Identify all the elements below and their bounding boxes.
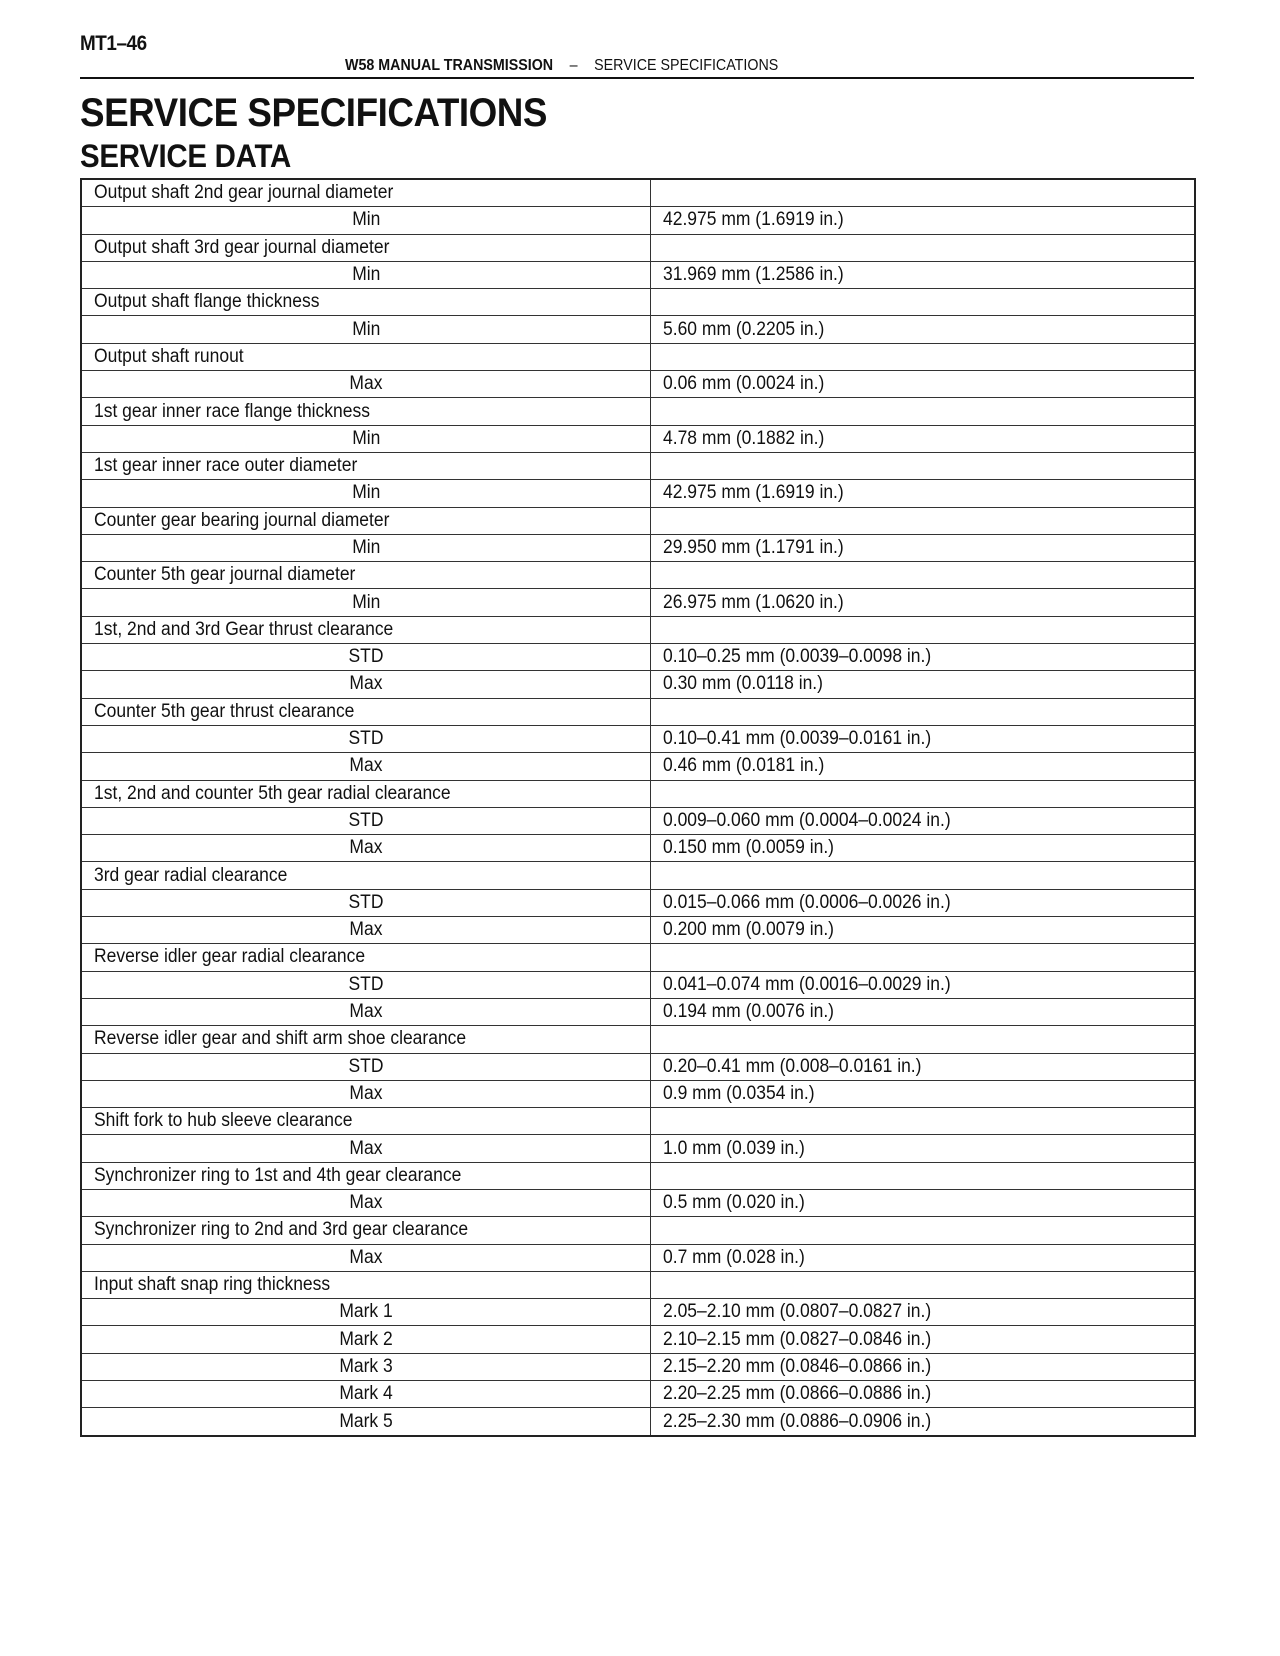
spec-item-row: [81, 507, 1195, 534]
spec-value-cell: [651, 1080, 1196, 1107]
spec-value-cell: [651, 1299, 1196, 1326]
spec-condition-label: STD: [348, 1055, 384, 1077]
spec-value-cell: [651, 261, 1196, 288]
spec-value-row: [81, 589, 1195, 616]
spec-value-row: [81, 725, 1195, 752]
spec-value: 1.0 mm (0.039 in.): [663, 1137, 805, 1159]
spec-value-cell: [651, 1053, 1196, 1080]
spec-value-cell: [651, 644, 1196, 671]
spec-value-row: [81, 1408, 1195, 1436]
spec-value-cell: [651, 889, 1196, 916]
spec-value: 2.10–2.15 mm (0.0827–0.0846 in.): [663, 1328, 932, 1350]
spec-value: 0.20–0.41 mm (0.008–0.0161 in.): [663, 1055, 922, 1077]
service-data-table: [80, 178, 1196, 1437]
spec-condition-label: Mark 4: [339, 1383, 393, 1405]
spec-value-row: [81, 425, 1195, 452]
spec-condition-cell: [81, 425, 651, 452]
spec-value-cell: [651, 179, 1196, 207]
spec-value-cell: [651, 507, 1196, 534]
spec-item-label-cell: [81, 289, 651, 316]
spec-condition-cell: [81, 1053, 651, 1080]
spec-item-row: [81, 343, 1195, 370]
spec-item-label: Output shaft 2nd gear journal diameter: [94, 182, 394, 204]
spec-item-label-cell: [81, 398, 651, 425]
spec-item-row: [81, 1108, 1195, 1135]
spec-item-label: Output shaft 3rd gear journal diameter: [94, 236, 390, 258]
spec-value: 0.150 mm (0.0059 in.): [663, 837, 835, 859]
spec-value-row: [81, 971, 1195, 998]
spec-value: 42.975 mm (1.6919 in.): [663, 209, 844, 231]
spec-item-label-cell: [81, 1271, 651, 1298]
spec-value: 0.009–0.060 mm (0.0004–0.0024 in.): [663, 809, 951, 831]
spec-condition-cell: [81, 1135, 651, 1162]
running-head: [345, 57, 778, 75]
spec-value-row: [81, 1381, 1195, 1408]
spec-condition-label: Mark 3: [339, 1355, 393, 1377]
spec-item-label: Input shaft snap ring thickness: [94, 1274, 331, 1296]
spec-value-row: [81, 1053, 1195, 1080]
spec-value-cell: [651, 562, 1196, 589]
spec-value-cell: [651, 698, 1196, 725]
spec-condition-label: Mark 2: [339, 1328, 393, 1350]
spec-item-label-cell: [81, 616, 651, 643]
spec-item-row: [81, 1217, 1195, 1244]
spec-value-cell: [651, 398, 1196, 425]
spec-value-cell: [651, 1408, 1196, 1436]
spec-value-cell: [651, 917, 1196, 944]
spec-value-cell: [651, 725, 1196, 752]
spec-condition-label: Max: [349, 919, 383, 941]
spec-item-row: [81, 698, 1195, 725]
spec-condition-cell: [81, 971, 651, 998]
spec-item-row: [81, 1026, 1195, 1053]
spec-item-label-cell: [81, 862, 651, 889]
spec-value: 0.06 mm (0.0024 in.): [663, 373, 825, 395]
section-title: SERVICE DATA: [80, 138, 291, 174]
spec-condition-label: Max: [349, 755, 383, 777]
spec-condition-cell: [81, 589, 651, 616]
spec-item-label: Reverse idler gear radial clearance: [94, 946, 366, 968]
spec-value-row: [81, 1299, 1195, 1326]
spec-value-cell: [651, 1244, 1196, 1271]
spec-condition-label: Mark 5: [339, 1410, 393, 1432]
spec-condition-cell: [81, 1381, 651, 1408]
spec-value-row: [81, 671, 1195, 698]
spec-value: 0.194 mm (0.0076 in.): [663, 1001, 835, 1023]
spec-value: 0.7 mm (0.028 in.): [663, 1246, 805, 1268]
spec-item-row: [81, 234, 1195, 261]
spec-value: 2.15–2.20 mm (0.0846–0.0866 in.): [663, 1355, 932, 1377]
service-data-table-body: [81, 179, 1195, 1436]
spec-value: 31.969 mm (1.2586 in.): [663, 264, 844, 286]
spec-value: 0.9 mm (0.0354 in.): [663, 1082, 815, 1104]
spec-item-label-cell: [81, 234, 651, 261]
spec-value-cell: [651, 780, 1196, 807]
spec-item-row: [81, 398, 1195, 425]
spec-condition-cell: [81, 671, 651, 698]
spec-item-label-cell: [81, 1162, 651, 1189]
spec-value: 2.05–2.10 mm (0.0807–0.0827 in.): [663, 1301, 932, 1323]
spec-item-label: Shift fork to hub sleeve clearance: [94, 1110, 353, 1132]
spec-item-label-cell: [81, 562, 651, 589]
page-title: SERVICE SPECIFICATIONS: [80, 91, 548, 135]
spec-item-label-cell: [81, 698, 651, 725]
spec-condition-cell: [81, 644, 651, 671]
spec-condition-label: Min: [351, 537, 381, 558]
spec-condition-label: Min: [351, 591, 381, 613]
spec-value-row: [81, 1326, 1195, 1353]
spec-condition-label: Max: [349, 837, 383, 859]
spec-condition-label: Min: [351, 482, 381, 504]
running-head-manual: W58 MANUAL TRANSMISSION: [345, 57, 554, 74]
spec-condition-label: Max: [349, 1192, 383, 1214]
spec-value-cell: [651, 998, 1196, 1025]
spec-item-row: [81, 616, 1195, 643]
spec-item-label: Synchronizer ring to 1st and 4th gear clearance: [94, 1164, 462, 1186]
spec-value-row: [81, 998, 1195, 1025]
spec-value-cell: [651, 1026, 1196, 1053]
spec-value: 0.10–0.41 mm (0.0039–0.0161 in.): [663, 728, 932, 750]
spec-value-cell: [651, 971, 1196, 998]
spec-value-row: [81, 534, 1195, 561]
spec-value-row: [81, 644, 1195, 671]
spec-value: 42.975 mm (1.6919 in.): [663, 482, 844, 504]
spec-condition-label: STD: [348, 728, 384, 750]
spec-item-label: Counter 5th gear journal diameter: [94, 564, 356, 586]
spec-item-label: Reverse idler gear and shift arm shoe clearance: [94, 1028, 467, 1050]
spec-value-cell: [651, 944, 1196, 971]
spec-value-cell: [651, 289, 1196, 316]
spec-value: 0.46 mm (0.0181 in.): [663, 755, 825, 777]
spec-value-row: [81, 1135, 1195, 1162]
spec-item-label: Counter 5th gear thrust clearance: [94, 700, 355, 722]
spec-condition-label: Max: [349, 373, 383, 395]
spec-item-label: 1st, 2nd and 3rd Gear thrust clearance: [94, 618, 394, 640]
spec-item-label-cell: [81, 179, 651, 207]
spec-value-cell: [651, 534, 1196, 561]
spec-item-row: [81, 562, 1195, 589]
spec-value: 29.950 mm (1.1791 in.): [663, 537, 844, 558]
spec-value-cell: [651, 616, 1196, 643]
spec-condition-label: STD: [348, 891, 384, 913]
spec-value-row: [81, 1189, 1195, 1216]
spec-item-row: [81, 944, 1195, 971]
spec-value-cell: [651, 234, 1196, 261]
spec-item-row: [81, 1271, 1195, 1298]
spec-value-row: [81, 1080, 1195, 1107]
spec-value-row: [81, 480, 1195, 507]
spec-value-cell: [651, 807, 1196, 834]
spec-value-cell: [651, 1135, 1196, 1162]
spec-condition-label: Mark 1: [339, 1301, 393, 1323]
spec-item-row: [81, 1162, 1195, 1189]
spec-condition-cell: [81, 261, 651, 288]
spec-item-label-cell: [81, 944, 651, 971]
spec-value-cell: [651, 1271, 1196, 1298]
spec-value-row: [81, 1244, 1195, 1271]
spec-value-cell: [651, 1217, 1196, 1244]
spec-item-row: [81, 862, 1195, 889]
spec-condition-label: STD: [348, 973, 384, 995]
spec-condition-cell: [81, 1326, 651, 1353]
spec-value-row: [81, 371, 1195, 398]
spec-item-label: 1st gear inner race flange thickness: [94, 400, 370, 422]
spec-value: 5.60 mm (0.2205 in.): [663, 318, 825, 340]
spec-value: 0.015–0.066 mm (0.0006–0.0026 in.): [663, 891, 951, 913]
spec-value: 2.20–2.25 mm (0.0866–0.0886 in.): [663, 1383, 932, 1405]
spec-value: 0.041–0.074 mm (0.0016–0.0029 in.): [663, 973, 951, 995]
spec-value-cell: [651, 753, 1196, 780]
spec-value-row: [81, 807, 1195, 834]
spec-value-cell: [651, 589, 1196, 616]
spec-condition-cell: [81, 1080, 651, 1107]
spec-value-cell: [651, 480, 1196, 507]
running-head-section: SERVICE SPECIFICATIONS: [594, 57, 779, 74]
spec-item-label: Output shaft runout: [94, 345, 244, 367]
spec-item-label-cell: [81, 780, 651, 807]
spec-condition-cell: [81, 835, 651, 862]
spec-item-label: Synchronizer ring to 2nd and 3rd gear clearance: [94, 1219, 469, 1241]
spec-value-cell: [651, 1326, 1196, 1353]
spec-value-cell: [651, 862, 1196, 889]
spec-value: 2.25–2.30 mm (0.0886–0.0906 in.): [663, 1410, 932, 1432]
spec-condition-cell: [81, 725, 651, 752]
spec-condition-cell: [81, 1408, 651, 1436]
spec-condition-cell: [81, 480, 651, 507]
spec-condition-cell: [81, 1189, 651, 1216]
spec-condition-label: Min: [351, 264, 381, 286]
running-head-separator: –: [569, 57, 578, 74]
spec-condition-label: Max: [349, 1001, 383, 1023]
spec-item-label-cell: [81, 507, 651, 534]
spec-condition-label: Min: [351, 427, 381, 449]
spec-item-row: [81, 179, 1195, 207]
spec-value-row: [81, 917, 1195, 944]
spec-value-row: [81, 261, 1195, 288]
spec-item-row: [81, 780, 1195, 807]
spec-item-label-cell: [81, 1026, 651, 1053]
spec-item-label-cell: [81, 1217, 651, 1244]
spec-item-label: Counter gear bearing journal diameter: [94, 509, 390, 531]
spec-value: 0.5 mm (0.020 in.): [663, 1192, 805, 1214]
spec-value-cell: [651, 425, 1196, 452]
spec-value-cell: [651, 207, 1196, 234]
spec-value-cell: [651, 1381, 1196, 1408]
spec-item-label: 1st, 2nd and counter 5th gear radial clearance: [94, 782, 451, 804]
spec-condition-cell: [81, 998, 651, 1025]
spec-value-cell: [651, 835, 1196, 862]
spec-condition-label: Min: [351, 318, 381, 340]
spec-condition-cell: [81, 534, 651, 561]
spec-condition-cell: [81, 917, 651, 944]
spec-value-cell: [651, 1353, 1196, 1380]
spec-condition-label: Max: [349, 1082, 383, 1104]
spec-item-label-cell: [81, 1108, 651, 1135]
spec-item-label: 3rd gear radial clearance: [94, 864, 288, 886]
spec-value-row: [81, 835, 1195, 862]
spec-value-cell: [651, 452, 1196, 479]
spec-item-label-cell: [81, 452, 651, 479]
spec-value-row: [81, 753, 1195, 780]
spec-value-cell: [651, 371, 1196, 398]
spec-condition-cell: [81, 207, 651, 234]
spec-condition-label: STD: [348, 809, 384, 831]
spec-value-row: [81, 889, 1195, 916]
spec-value-row: [81, 207, 1195, 234]
spec-value-cell: [651, 1108, 1196, 1135]
spec-item-label: Output shaft flange thickness: [94, 291, 320, 313]
spec-condition-label: Max: [349, 1137, 383, 1159]
spec-condition-cell: [81, 1299, 651, 1326]
spec-item-label: 1st gear inner race outer diameter: [94, 455, 358, 477]
spec-condition-label: Max: [349, 1246, 383, 1268]
spec-value-cell: [651, 343, 1196, 370]
spec-condition-label: STD: [348, 646, 384, 668]
spec-item-label-cell: [81, 343, 651, 370]
spec-value: 4.78 mm (0.1882 in.): [663, 427, 825, 449]
spec-value: 0.10–0.25 mm (0.0039–0.0098 in.): [663, 646, 932, 668]
spec-condition-cell: [81, 1244, 651, 1271]
spec-value: 26.975 mm (1.0620 in.): [663, 591, 844, 613]
spec-condition-label: Max: [349, 673, 383, 695]
spec-item-row: [81, 452, 1195, 479]
spec-condition-label: Min: [351, 209, 381, 231]
spec-condition-cell: [81, 316, 651, 343]
spec-value-row: [81, 1353, 1195, 1380]
spec-item-row: [81, 289, 1195, 316]
spec-value: 0.30 mm (0.0118 in.): [663, 673, 823, 695]
spec-value-cell: [651, 671, 1196, 698]
spec-condition-cell: [81, 371, 651, 398]
spec-condition-cell: [81, 1353, 651, 1380]
spec-value: 0.200 mm (0.0079 in.): [663, 919, 835, 941]
spec-condition-cell: [81, 807, 651, 834]
spec-value-cell: [651, 1162, 1196, 1189]
spec-condition-cell: [81, 889, 651, 916]
spec-value-row: [81, 316, 1195, 343]
page-number: MT1–46: [80, 32, 147, 55]
spec-value-cell: [651, 1189, 1196, 1216]
header-rule: [80, 77, 1194, 79]
spec-condition-cell: [81, 753, 651, 780]
spec-value-cell: [651, 316, 1196, 343]
